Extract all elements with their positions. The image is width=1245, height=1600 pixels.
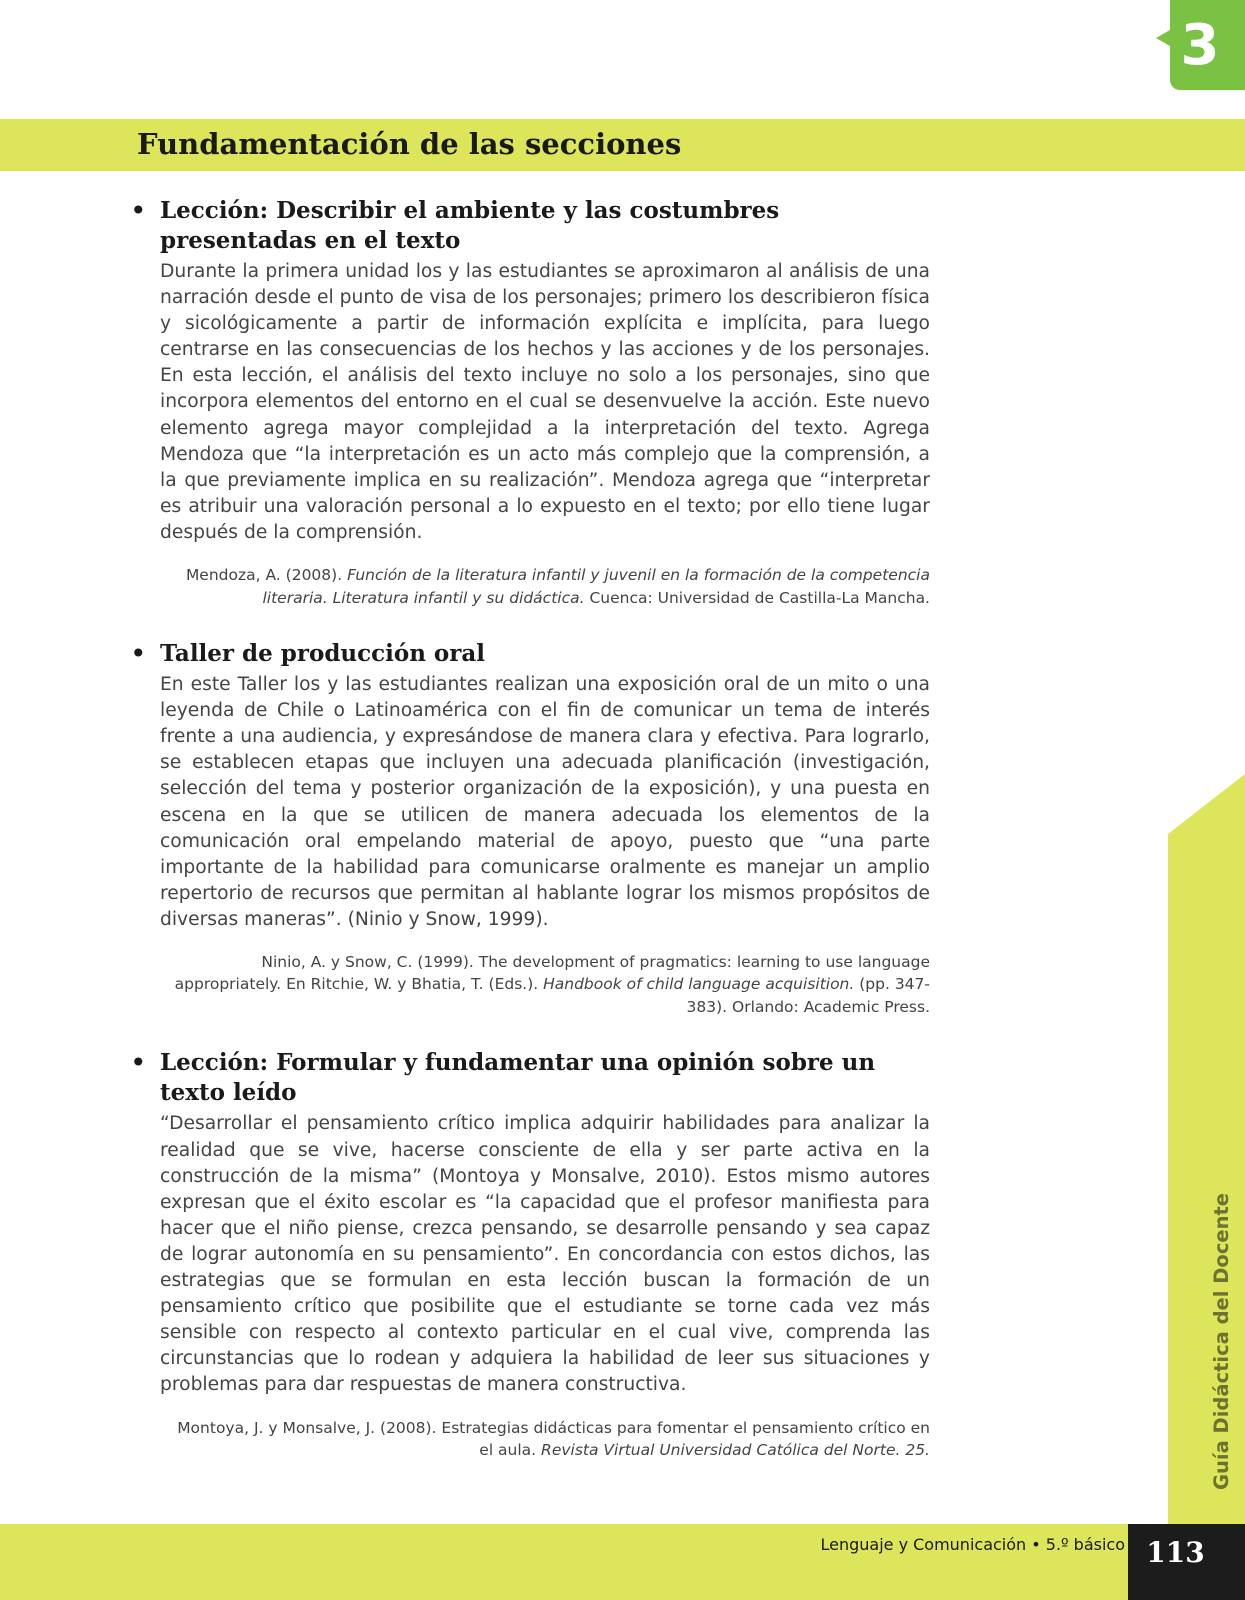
page-title: Fundamentación de las secciones (137, 127, 682, 161)
section-reference (160, 564, 930, 609)
reference-publisher: (pp. 347-383). Orlando: Academic Press. (686, 975, 930, 1016)
main-content (130, 196, 930, 1462)
section-body: En este Taller los y las estudiantes realizan una exposición oral de un mito o una leyenda de Chile o Latinoamérica con el fin de comunicar un tema de interés frente a una audiencia, y expresándose de manera clara y efectiva. Para lograrlo, se establecen etapas que incluyen una adecuada planificación (investigación, selección del tema y posterior organización de la exposición), y una puesta en escena en la que se utilicen de manera adecuada los elementos de la comunicación oral empelando material de apoyo, puesto que “una parte importante de la habilidad para comunicarse oralmente es manejar un amplio repertorio de recursos que permitan al hablante lograr los mismos propósitos de diversas maneras”. (Ninio y Snow, 1999). (160, 674, 930, 930)
side-label: Guía Didáctica del Docente (1210, 1192, 1233, 1490)
side-band (1168, 774, 1245, 1526)
section-body: “Desarrollar el pensamiento crítico implica adquirir habilidades para analizar la realidad que se vive, hacerse consciente de ella y ser parte activa en la construcción de la misma” (Montoya y Monsalve, 2010). Estos mismo autores expresan que el éxito escolar es “la capacidad que el profesor manifiesta para hacer que el niño piense, crezca pensando, se desarrolle pensando y sea capaz de lograr autonomía en su pensamiento”. En concordancia con estos dichos, las estrategias que se formulan en esta lección buscan la formación de un pensamiento crítico que posibilite que el estudiante se torne cada vez más sensible con respecto al contexto particular en el cual vive, comprenda las circunstancias que lo rodean y adquiera la habilidad de leer sus situaciones y problemas para dar respuestas de manera constructiva. (160, 1113, 930, 1396)
section-header (130, 639, 930, 669)
footer-text: Lenguaje y Comunicación • 5.º básico (820, 1535, 1125, 1554)
reference-title: Revista Virtual Universidad Católica del Norte. 25. (541, 1441, 930, 1459)
section-heading: Lección: Describir el ambiente y las costumbres presentadas en el texto (160, 197, 780, 254)
chapter-number: 3 (1180, 13, 1220, 78)
title-band (0, 119, 1245, 171)
section-heading: Lección: Formular y fundamentar una opinión sobre un texto leído (160, 1049, 876, 1107)
section-taller-oral (130, 639, 930, 1018)
section-header (130, 1048, 930, 1108)
page-number-box (1128, 1524, 1245, 1600)
section-body: Durante la primera unidad los y las estudiantes se aproximaron al análisis de una narración desde el punto de visa de los personajes; primero los describieron física y sicológicamente a partir de información explícita e implícita, para luego centrarse en las consecuencias de los hechos y las acciones y de los personajes. En esta lección, el análisis del texto incluye no solo a los personajes, sino que incorpora elementos del entorno en el cual se desenvuelve la acción. Este nuevo elemento agrega mayor complejidad a la interpretación del texto. Agrega Mendoza que “la interpretación es un acto más complejo que la comprensión, a la que previamente implica en su realización”. Mendoza agrega que “interpretar es atribuir una valoración personal a lo expuesto en el texto; por ello tiene lugar después de la comprensión. (160, 261, 930, 543)
chapter-tab (1170, 0, 1245, 90)
bullet-icon: • (130, 1046, 147, 1080)
bullet-icon: • (130, 194, 147, 227)
section-formular-opinion (130, 1048, 930, 1461)
reference-title: Función de la literatura infantil y juvenil en la formación de la competencia literaria. Literatura infantil y su didáctica. (262, 566, 930, 607)
section-heading: Taller de producción oral (160, 640, 486, 668)
section-describir-ambiente (130, 196, 930, 609)
bullet-icon: • (130, 637, 147, 671)
reference-text: Ninio, A. y Snow, C. (1999). The development of pragmatics: learning to use language appropriately. En Ritchie, W. y Bhatia, T. (Eds.). (174, 952, 930, 994)
reference-publisher: Cuenca: Universidad de Castilla-La Mancha. (584, 588, 930, 607)
page-number: 113 (1146, 1536, 1205, 1569)
reference-title: Handbook of child language acquisition. (543, 975, 855, 994)
reference-text: Montoya, J. y Monsalve, J. (2008). Estrategias didácticas para fomentar el pensamiento crítico en el aula. (177, 1418, 930, 1459)
section-reference (160, 951, 930, 1019)
section-header (130, 196, 930, 256)
section-reference (160, 1417, 930, 1462)
reference-text: Mendoza, A. (2008). (185, 566, 348, 585)
